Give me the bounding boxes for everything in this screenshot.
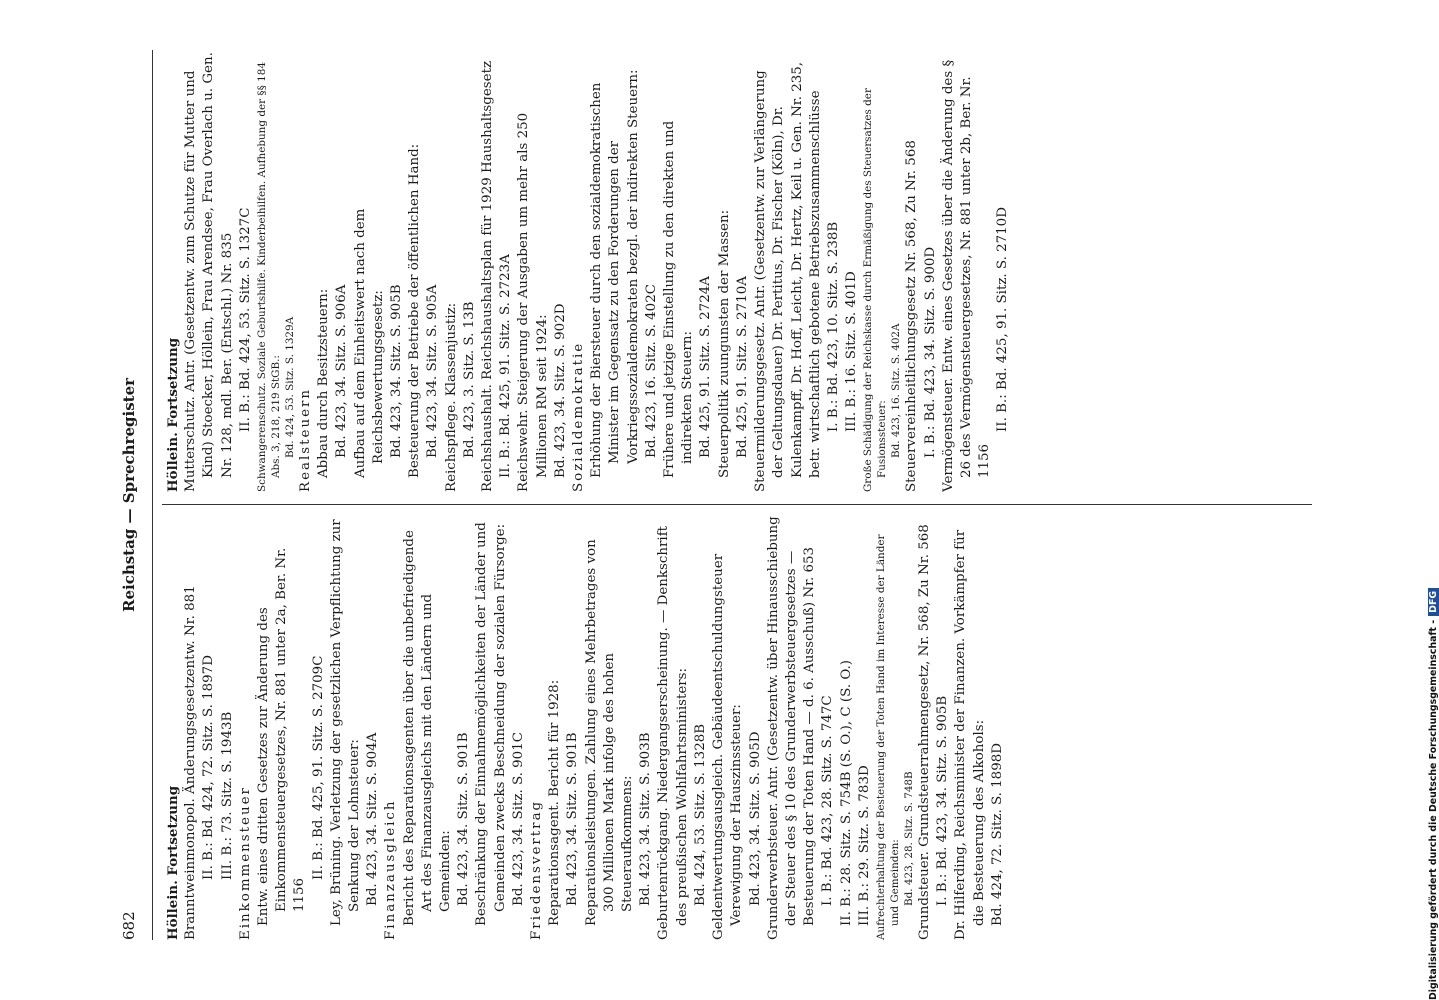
register-entry: Bd. 423, 34. Sitz. S. 903B [638,732,654,906]
register-entry: Steuervereinheitlichungsgesetz Nr. 568, Zu Nr. 568 [904,140,920,492]
register-entry: I. B.: Bd. 423, 10. Sitz. S. 238B [825,221,841,432]
register-entry: Dr. Hilferding, Reichsminister der Finanzen. Vorkämpfer für die Besteuerung des Alkohols: [953,529,987,940]
register-entry: Bd. 423, 34. Sitz. S. 905B [389,284,405,458]
register-entry: II. B.: 28. Sitz. S. 754B (S. O.), C (S. O.) [838,659,854,926]
register-entry: Höllein. Fortsetzung [165,785,181,940]
register-entry: III. B.: 73. Sitz. S. 1943B [219,711,235,880]
register-entry: II. B.: Bd. 424, 53. Sitz. S. 1327C [237,207,253,432]
register-entry: Höllein. Fortsetzung [165,337,181,492]
register-entry: Grunderwerbsteuer. Antr. (Gesetzentw. über Hinausschiebung der Steuer des § 10 des Grunderwerbsteuergesetzes — Besteuerung der Toten Hand — d. 6. Ausschuß) Nr. 653 [765,516,818,940]
page-number: 682 [120,911,138,940]
register-entry: Realsteuern [298,387,314,492]
digitization-note [1412,8,1439,1000]
register-entry: Branntweinmonopol. Änderungsgesetzentw. Nr. 881 [183,585,199,940]
register-entry: Entw. eines dritten Gesetzes zur Änderung des Einkommensteuergesetzes, Nr. 881 unter 2a, Ber. Nr. 1156 [256,547,308,926]
register-entry: Mutterschutz. Antr. (Gesetzentw. zum Schutze für Mutter und Kind) Stoecker, Höllein, Frau Arendsee, Frau Overlach u. Gen. Nr. 128, mdl. Ber. (Entschl.) Nr. 835 [183,52,235,492]
register-entry: II. B.: Bd. 425, 91. Sitz. S. 2723A [498,254,514,478]
register-entry: Schwangerenschutz. Soziale Geburtshilfe. Kinderbeihilfen. Aufhebung der §§ 184 Abs. 3, 218, 219 StGB.: [256,62,283,492]
register-entry: Reichshaushalt. Reichshaushaltsplan für 1929 Haushaltsgesetz [480,60,496,492]
register-entry: Bd. 423, 34. Sitz. S. 905D [747,731,763,906]
register-entry: I. B.: Bd. 423, 34. Sitz. S. 900D [922,246,938,458]
register-entry: Bericht des Reparationsagenten über die unbefriedigende Art des Finanzausgleichs mit den Ländern und Gemeinden: [401,530,454,926]
register-entry: Bd. 423, 34. Sitz. S. 901C [510,732,526,906]
register-entry: I. B.: Bd. 423, 28. Sitz. S. 747C [820,695,836,906]
register-entry: Abbau durch Besitzsteuern: [316,288,332,478]
dfg-logo: DFG [1428,588,1439,616]
register-entry: Geldentwertungsausgleich. Gebäudeentschuldungsteuer [711,553,727,940]
register-entry: Aufrechterhaltung der Besteuerung der Toten Hand im Interesse der Länder und Gemeinden: [874,534,901,940]
register-entry: Bd. 424, 53. Sitz. S. 1328B [692,723,708,906]
register-entry: Sozialdemokratie [571,341,587,492]
register-entry: Bd. 423, 34. Sitz. S. 901B [565,732,581,906]
register-entry: Einkommensteuer [237,786,253,940]
register-entry: Reparationsleistungen. Zahlung eines Mehrbetrages von 300 Millionen Mark infolge des hohen Steueraufkommens: [583,539,636,926]
register-entry: Vermögensteuer. Entw. eines Gesetzes über die Änderung des § 26 des Vermögensteuergesetzes, Nr. 881 unter 2b, Ber. Nr. 1156 [940,59,993,492]
register-entry: Bd. 423, 3. Sitz. S. 13B [461,301,477,458]
register-entry: Beschränkung der Einnahmemöglichkeiten der Länder und Gemeinden zwecks Beschneidung der sozialen Fürsorge: [474,522,508,926]
register-entry: Bd. 424, 53. Sitz. S. 1329A [284,316,297,458]
register-entry: Grundsteuer. Grundsteuerrahmengesetz, Nr. 568, Zu Nr. 568 [916,524,932,940]
register-entry: Reichspflege. Klassenjustiz: [443,302,459,492]
register-entry: III. B.: 29. Sitz. S. 783D [856,765,872,926]
register-entry: Bd. 423, 34. Sitz. S. 901B [456,732,472,906]
running-head: Reichstag — Sprechregister [120,377,138,613]
right-column [164,52,1013,492]
register-entry: Bd. 424, 72. Sitz. S. 1898D [989,743,1005,926]
register-entry: Bd. 423, 34. Sitz. S. 902D [552,303,568,478]
left-column [164,515,1007,940]
register-entry: Bd. 423, 28. Sitz. S. 748B [902,771,915,906]
register-entry: II. B.: Bd. 425, 91. Sitz. S. 2710D [995,207,1011,432]
register-entry: Steuerpolitik zuungunsten der Massen: [716,209,732,478]
register-entry: Steuermilderungsgesetz. Antr. (Gesetzentw. zur Verlängerung der Geltungsdauer) Dr. Pertitus, Dr. Fischer (Köln), Dr. Kulenkampff, Dr. Hoff, Leicht, Dr. Hertz, Keil u. Gen. Nr. 235, betr. wirtschaftlich gebotene Betriebszusammenschlüsse [753,61,823,492]
register-entry: Bd. 423, 34. Sitz. S. 906A [334,284,350,458]
column-divider [162,504,1312,505]
register-entry: II. B.: Bd. 425, 91. Sitz. S. 2709C [310,655,326,880]
register-entry: Friedensvertrag [529,799,545,940]
digitization-text: Digitalisierung gefördert durch die Deutsche Forschungsgemeinschaft - [1428,619,1439,1000]
register-entry: II. B.: Bd. 424, 72. Sitz. S. 1897D [201,655,217,880]
register-entry: Geburtenrückgang. Niedergangserscheinung. — Denkschrift des preußischen Wohlfahrtsministers: [656,525,690,940]
register-entry: Erhöhung der Biersteuer durch den sozialdemokratischen Minister im Gegensatz zu den Forderungen der Vorkriegssozialdemokraten bezgl. der indirekten Steuern: [589,69,641,478]
register-entry: Bd. 425, 91. Sitz. S. 2710A [734,276,750,458]
register-entry: Bd. 423, 34. Sitz. S. 904A [365,732,381,906]
register-entry: Bd. 423, 16. Sitz. S. 402A [890,323,903,458]
register-entry: Besteuerung der Betriebe der öffentlichen Hand: [407,143,423,478]
register-entry: Reichswehr. Steigerung der Ausgaben um mehr als 250 Millionen RM seit 1924: [516,112,550,492]
register-entry: Finanzausgleich [383,799,399,940]
rotated-register-page [120,50,1300,940]
header-rule [152,50,153,940]
register-entry: Bd. 423, 16. Sitz. S. 402C [643,284,659,458]
register-entry: Ley, Brüning. Verletzung der gesetzlichen Verpflichtung zur Senkung der Lohnsteuer: [328,519,363,926]
register-entry: Bd. 423, 34. Sitz. S. 905A [425,284,441,458]
register-entry: Verewigung der Hauszinssteuer: [729,704,745,926]
register-entry: Große Schädigung der Reichskasse durch Ermäßigung des Steuersatzes der Fusionssteuer: [862,88,889,492]
register-entry: Reparationsagent. Bericht für 1928: [547,679,563,926]
register-entry: Bd. 425, 91. Sitz. S. 2724A [698,276,714,458]
register-entry: Aufbau auf dem Einheitswert nach dem Reichsbewertungsgesetz: [352,208,386,478]
register-entry: Frühere und jetzige Einstellung zu den direkten und indirekten Steuern: [662,120,696,478]
register-entry: I. B.: Bd. 423, 34. Sitz. S. 905B [935,695,951,906]
register-entry: III. B.: 16. Sitz. S. 401D [844,271,860,432]
